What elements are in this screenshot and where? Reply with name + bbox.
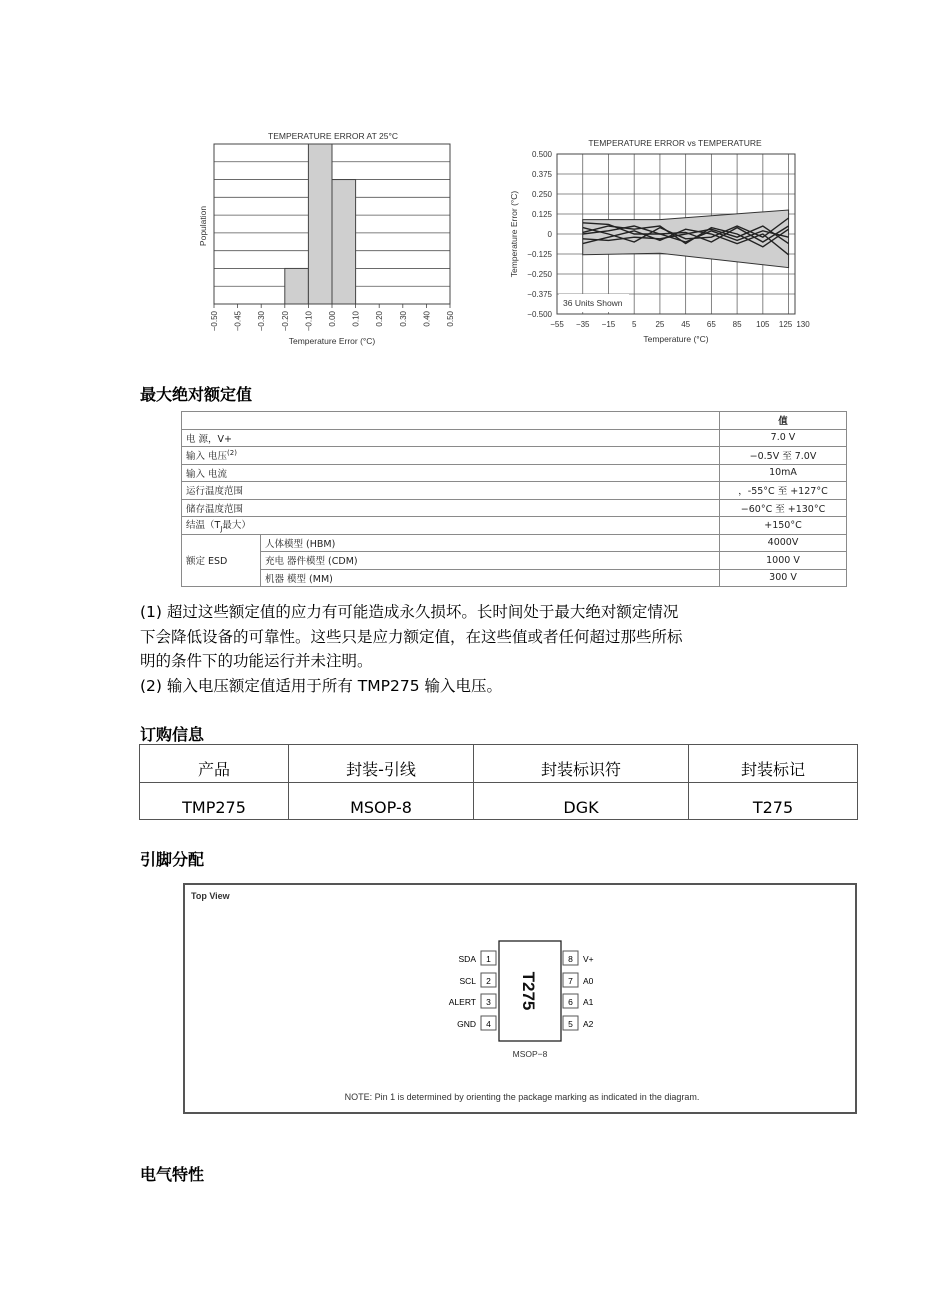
- tick-label: 0.375: [531, 170, 552, 179]
- tick-label: 0.00: [328, 311, 337, 327]
- tick-label: −0.20: [280, 311, 290, 332]
- esd-value: 300 V: [720, 569, 847, 587]
- package-label: MSOP−8: [512, 1049, 548, 1059]
- line-chart-xticks: [550, 320, 810, 329]
- order-table: [139, 744, 858, 820]
- tick-label: 0.50: [446, 311, 455, 327]
- histogram-bars: [285, 144, 356, 304]
- pinout-diagram: [185, 885, 855, 1112]
- rating-value: 7.0 V: [720, 429, 847, 447]
- histogram-ylabel: Population: [198, 205, 208, 247]
- esd-model-label: 机器 模型 (MM): [261, 569, 720, 587]
- pin-number: 8: [568, 954, 573, 964]
- pin-number: 2: [486, 976, 491, 986]
- order-heading: 订购信息: [140, 725, 205, 744]
- line-chart-xlabel: Temperature (°C): [643, 334, 709, 344]
- empty-header-cell: [182, 412, 720, 430]
- tick-label: 125: [778, 320, 793, 329]
- pin-name: GND: [457, 1019, 476, 1029]
- rating-label: [182, 517, 720, 535]
- rating-label: 储存温度范围: [182, 499, 720, 517]
- rating-label: 输入 电流: [182, 464, 720, 482]
- footnote-line: 下会降低设备的可靠性。这些只是应力额定值，在这些值或者任何超过那些所标: [140, 627, 683, 646]
- rating-value: ，-55°C 至 +127°C: [720, 482, 847, 500]
- electrical-heading: 电气特性: [140, 1165, 205, 1184]
- footnote-line: (2) 输入电压额定值适用于所有 TMP275 输入电压。: [140, 676, 503, 695]
- tick-label: −0.125: [527, 250, 552, 259]
- table-row: [182, 517, 847, 535]
- top-view-label: Top View: [191, 891, 230, 901]
- pin-number: 4: [486, 1019, 491, 1029]
- pinout-diagram-frame: [183, 883, 857, 1114]
- pin-number: 6: [568, 997, 573, 1007]
- table-row: [182, 412, 847, 430]
- rating-value: −0.5V 至 7.0V: [720, 447, 847, 465]
- rating-value: +150°C: [720, 517, 847, 535]
- tick-label: 130: [796, 320, 810, 329]
- tick-label: 0.125: [531, 210, 552, 219]
- tick-label: 0.40: [422, 311, 432, 327]
- tick-label: −0.375: [527, 290, 552, 299]
- esd-value: 4000V: [720, 534, 847, 552]
- tick-label: 45: [681, 320, 691, 329]
- table-row: [182, 569, 847, 587]
- table-header-row: [140, 745, 858, 783]
- line-chart: [505, 134, 815, 348]
- esd-label: 额定 ESD: [182, 534, 261, 587]
- rating-label: 电 源，V+: [182, 429, 720, 447]
- tick-label: −0.10: [304, 311, 314, 332]
- pin-name: A0: [583, 976, 594, 986]
- line-chart-title: TEMPERATURE ERROR vs TEMPERATURE: [588, 138, 762, 148]
- table-row: [140, 783, 858, 820]
- rating-label-text: 结温（T: [186, 520, 221, 532]
- pin-name: SCL: [459, 976, 476, 986]
- tick-label: 25: [655, 320, 665, 329]
- line-chart-annotation: 36 Units Shown: [563, 298, 623, 308]
- tick-label: 0.30: [398, 311, 408, 327]
- order-header-cell: 封装标识符: [474, 745, 689, 783]
- rating-label-end: 最大）: [222, 520, 251, 532]
- tick-label: −0.250: [527, 270, 552, 279]
- tick-label: 65: [706, 320, 716, 329]
- footnote-line: 明的条件下的功能运行并未注明。: [140, 652, 373, 670]
- pin-name: A2: [583, 1019, 594, 1029]
- esd-model-label: 充电 器件模型 (CDM): [261, 552, 720, 570]
- table-row: [182, 464, 847, 482]
- pin-name: ALERT: [448, 997, 476, 1007]
- tick-label: 0.250: [531, 190, 552, 199]
- tick-label: 5: [631, 320, 637, 329]
- ratings-heading: 最大绝对额定值: [140, 385, 253, 404]
- subscript: J: [220, 525, 223, 534]
- table-row: [182, 447, 847, 465]
- order-cell: T275: [689, 783, 858, 820]
- tick-label: −55: [550, 320, 564, 329]
- pinout-note: NOTE: Pin 1 is determined by orienting the package marking as indicated in the diagram.: [344, 1092, 700, 1102]
- pin-number: 5: [568, 1019, 573, 1029]
- tick-label: −0.500: [527, 310, 552, 319]
- order-header-cell: 封装标记: [689, 745, 858, 783]
- tick-label: −0.50: [210, 311, 219, 332]
- order-cell: MSOP-8: [289, 783, 474, 820]
- line-chart-yticks: [527, 150, 552, 319]
- footnote-ref: (2): [227, 449, 237, 458]
- order-header-cell: 封装-引线: [289, 745, 474, 783]
- pin-number: 1: [486, 954, 491, 964]
- chip-marking: T275: [519, 971, 538, 1011]
- pin-number: 7: [568, 976, 573, 986]
- pinout-heading: 引脚分配: [140, 850, 205, 869]
- tick-label: −0.45: [233, 311, 243, 332]
- tick-label: 0.500: [531, 150, 552, 159]
- table-row: [182, 534, 847, 552]
- table-row: [182, 552, 847, 570]
- order-cell: DGK: [474, 783, 689, 820]
- order-header-cell: 产品: [140, 745, 289, 783]
- value-header: 值: [720, 412, 847, 430]
- tick-label: 0: [547, 230, 552, 239]
- histogram-title: TEMPERATURE ERROR AT 25°C: [268, 131, 398, 141]
- tick-label: 105: [756, 320, 770, 329]
- order-cell: TMP275: [140, 783, 289, 820]
- table-row: [182, 429, 847, 447]
- esd-model-label: 人体模型 (HBM): [261, 534, 720, 552]
- table-row: [182, 482, 847, 500]
- table-row: [182, 499, 847, 517]
- histogram-bar: [285, 268, 309, 304]
- rating-label-text: 输入 电压: [186, 451, 228, 463]
- pin-name: V+: [583, 954, 594, 964]
- tick-label: −35: [575, 320, 590, 329]
- pin-name: SDA: [458, 954, 476, 964]
- esd-value: 1000 V: [720, 552, 847, 570]
- rating-label: 运行温度范围: [182, 482, 720, 500]
- rating-value: 10mA: [720, 464, 847, 482]
- histogram-bar: [332, 180, 356, 304]
- pin-name: A1: [583, 997, 594, 1007]
- ratings-table: [181, 411, 847, 587]
- pin-number: 3: [486, 997, 491, 1007]
- histogram-chart: [190, 126, 470, 350]
- tick-label: −15: [601, 320, 616, 329]
- rating-label: [182, 447, 720, 465]
- histogram-xticks: [210, 304, 455, 331]
- tick-label: 85: [732, 320, 742, 329]
- tick-label: 0.20: [375, 311, 385, 327]
- tick-label: −0.30: [257, 311, 267, 332]
- footnote-line: (1) 超过这些额定值的应力有可能造成永久损坏。长时间处于最大绝对额定情况: [140, 603, 679, 621]
- histogram-bar: [308, 144, 332, 304]
- rating-value: −60°C 至 +130°C: [720, 499, 847, 517]
- footnotes: [140, 600, 820, 698]
- histogram-xlabel: Temperature Error (°C): [288, 336, 376, 346]
- line-chart-ylabel: Temperature Error (°C): [509, 190, 519, 278]
- tick-label: 0.10: [351, 311, 361, 327]
